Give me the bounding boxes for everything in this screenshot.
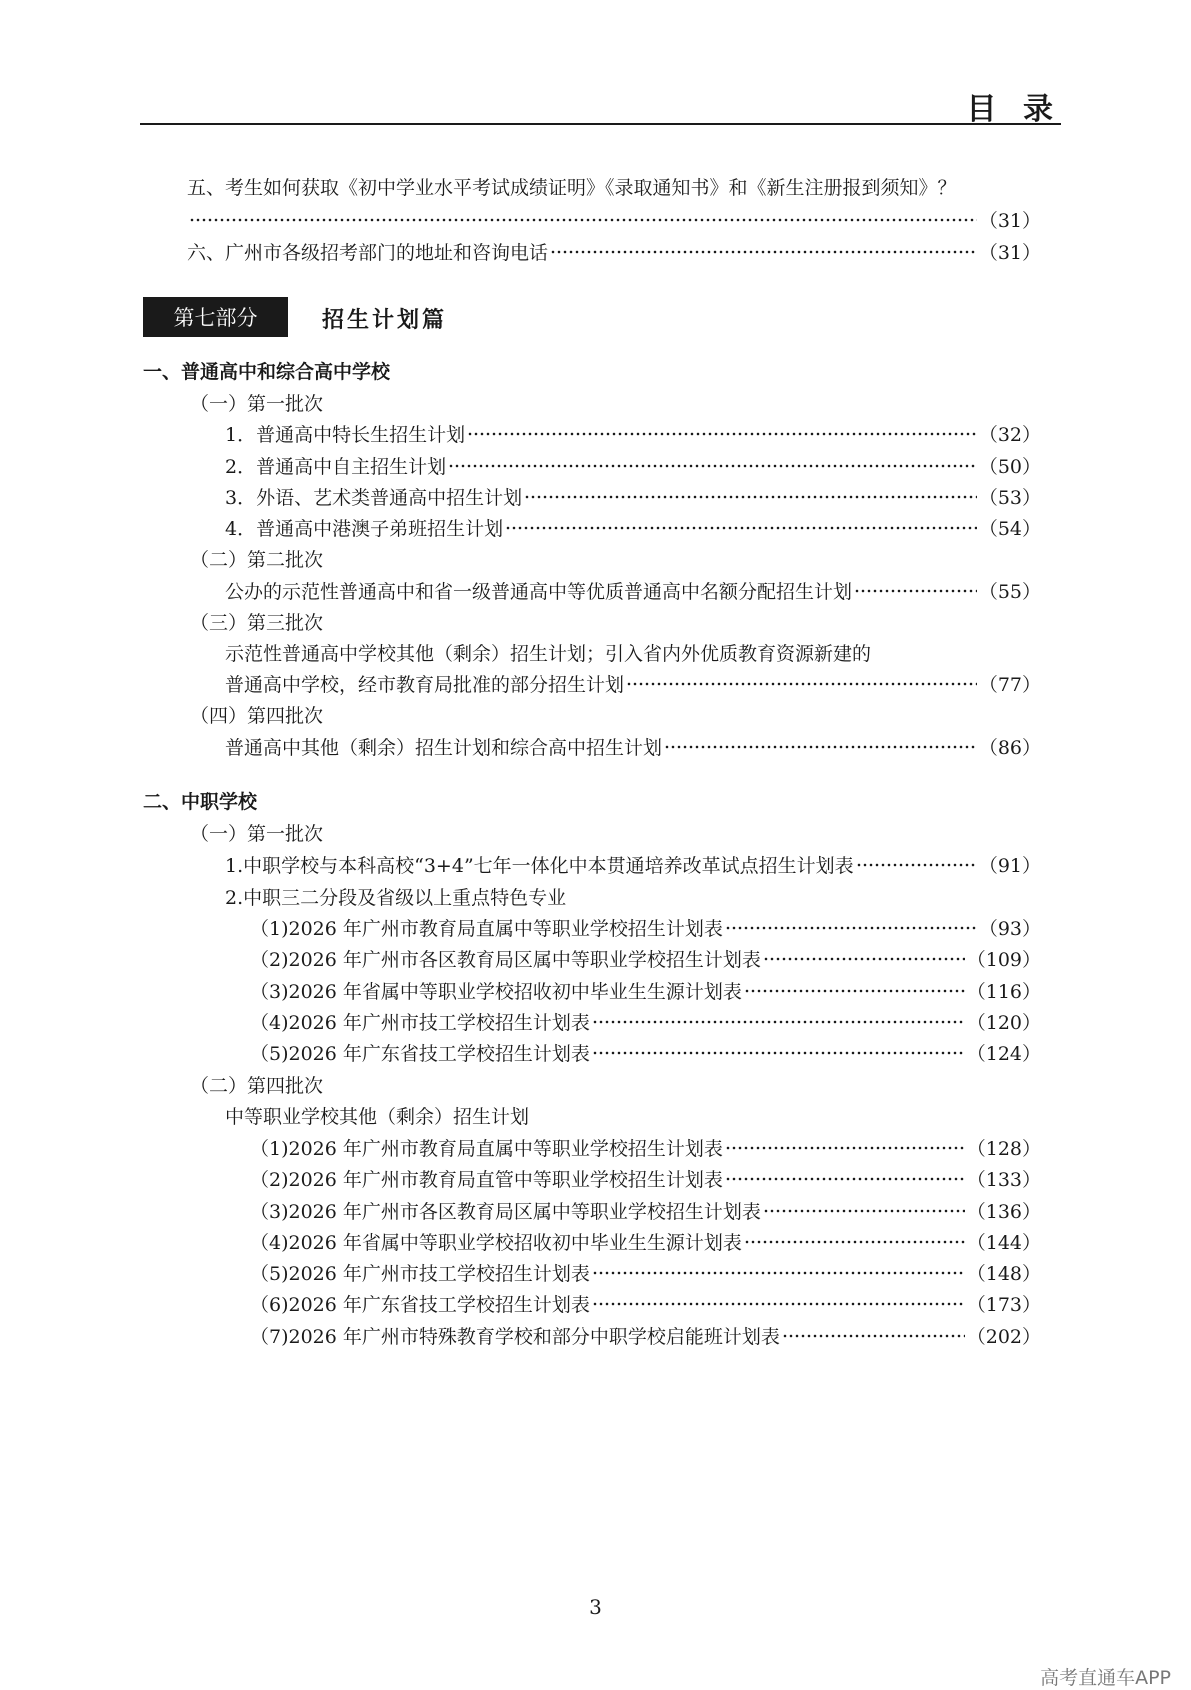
toc-item [250,1325,1041,1349]
section-2-batch-1: （一）第一批次 [190,823,324,845]
toc-item [250,1042,1041,1066]
toc-subheading: 2.中职三二分段及省级以上重点特色专业 [225,887,567,909]
page-ref: （77） [978,674,1041,696]
page-ref: （86） [978,737,1041,759]
part-badge: 第七部分 [143,297,288,337]
dot-leader [592,1301,965,1307]
dot-leader [725,925,977,931]
page-ref: （120） [966,1012,1041,1034]
section-1-batch-4: （四）第四批次 [190,705,324,727]
toc-item-label: （4)2026 年广州市技工学校招生计划表 [250,1012,590,1034]
toc-item [250,1262,1041,1286]
section-2-heading: 二、中职学校 [143,791,258,813]
dot-leader [744,988,965,994]
toc-item [250,1200,1041,1224]
page-ref: （53） [978,487,1041,509]
header-divider [140,123,1061,125]
page-number: 3 [589,1595,602,1619]
dot-leader [856,862,977,868]
toc-item-label: 普通高中学校，经市教育局批准的部分招生计划 [225,674,625,696]
toc-item-label: 1．普通高中特长生招生计划 [225,424,466,446]
page-ref: （54） [978,518,1041,540]
toc-item [225,580,1041,604]
watermark-text: 高考直通车APP [1040,1667,1171,1689]
toc-item-label: （2)2026 年广州市各区教育局区属中等职业学校招生计划表 [250,949,761,971]
page-ref: （116） [966,981,1041,1003]
dot-leader [763,956,965,962]
toc-item-label: （1)2026 年广州市教育局直属中等职业学校招生计划表 [250,918,723,940]
dot-leader [763,1208,965,1214]
dot-leader [592,1270,965,1276]
dot-leader [626,681,977,687]
toc-item [225,455,1041,479]
toc-item [250,917,1041,941]
toc-item-5-leader [187,209,1041,233]
page-ref: （202） [966,1326,1041,1348]
page-ref: （109） [966,949,1041,971]
dot-leader [592,1019,965,1025]
toc-item-label: 3．外语、艺术类普通高中招生计划 [225,487,523,509]
toc-item-label: （2)2026 年广州市教育局直管中等职业学校招生计划表 [250,1169,723,1191]
page-ref: （124） [966,1043,1041,1065]
section-1-batch-2: （二）第二批次 [190,549,324,571]
dot-leader [782,1333,965,1339]
toc-item-label: 普通高中其他（剩余）招生计划和综合高中招生计划 [225,737,663,759]
page-ref: （93） [978,918,1041,940]
toc-item-label: 1.中职学校与本科高校“3+4”七年一体化中本贯通培养改革试点招生计划表 [225,855,854,877]
dot-leader [725,1176,965,1182]
toc-subheading: 中等职业学校其他（剩余）招生计划 [225,1106,530,1128]
toc-item-continued: 示范性普通高中学校其他（剩余）招生计划；引入省内外优质教育资源新建的 [225,643,872,665]
section-2-batch-4: （二）第四批次 [190,1075,324,1097]
dot-leader [448,463,977,469]
toc-item-label: （3)2026 年广州市各区教育局区属中等职业学校招生计划表 [250,1201,761,1223]
dot-leader [467,431,977,437]
toc-item [250,1011,1041,1035]
page-ref: （144） [966,1232,1041,1254]
toc-item-5-label: 五、考生如何获取《初中学业水平考试成绩证明》《录取通知书》和《新生注册报到须知》？ [187,177,957,199]
toc-item-label: （1)2026 年广州市教育局直属中等职业学校招生计划表 [250,1138,723,1160]
toc-item [250,1293,1041,1317]
page-ref: （31） [978,210,1041,232]
toc-item [250,1137,1041,1161]
dot-leader [505,525,977,531]
page-ref: （136） [966,1201,1041,1223]
toc-item [225,673,1041,697]
dot-leader [854,588,977,594]
section-1-batch-3: （三）第三批次 [190,612,324,634]
toc-item-label: 六、广州市各级招考部门的地址和咨询电话 [187,242,549,264]
toc-item-label: （5)2026 年广东省技工学校招生计划表 [250,1043,590,1065]
page-ref: （55） [978,581,1041,603]
page-ref: （50） [978,456,1041,478]
toc-item-label: （6)2026 年广东省技工学校招生计划表 [250,1294,590,1316]
toc-item [225,486,1041,510]
page-header-title: 目 录 [966,92,1061,127]
toc-item [250,1168,1041,1192]
dot-leader [664,744,977,750]
section-1-batch-1: （一）第一批次 [190,393,324,415]
toc-item-label: 2．普通高中自主招生计划 [225,456,447,478]
toc-item [250,1231,1041,1255]
dot-leader [550,249,977,255]
page-ref: （32） [978,424,1041,446]
section-1-heading: 一、普通高中和综合高中学校 [143,361,391,383]
toc-item [225,517,1041,541]
toc-item [225,854,1041,878]
toc-item-6 [187,241,1041,265]
toc-item-label: （4)2026 年省属中等职业学校招收初中毕业生生源计划表 [250,1232,742,1254]
toc-item-label: 公办的示范性普通高中和省一级普通高中等优质普通高中名额分配招生计划 [225,581,853,603]
toc-item [250,948,1041,972]
toc-item-label: 4．普通高中港澳子弟班招生计划 [225,518,504,540]
dot-leader [592,1050,965,1056]
dot-leader [725,1145,965,1151]
page-ref: （128） [966,1138,1041,1160]
page-ref: （173） [966,1294,1041,1316]
toc-item-label: （3)2026 年省属中等职业学校招收初中毕业生生源计划表 [250,981,742,1003]
toc-item-label: （5)2026 年广州市技工学校招生计划表 [250,1263,590,1285]
toc-item [225,736,1041,760]
toc-item [225,423,1041,447]
page-ref: （133） [966,1169,1041,1191]
dot-leader [189,217,977,223]
part-title: 招生计划篇 [322,308,448,333]
toc-item [250,980,1041,1004]
dot-leader [744,1239,965,1245]
page-ref: （31） [978,242,1041,264]
dot-leader [524,494,977,500]
toc-item-label: （7)2026 年广州市特殊教育学校和部分中职学校启能班计划表 [250,1326,780,1348]
page-ref: （148） [966,1263,1041,1285]
page-ref: （91） [978,855,1041,877]
